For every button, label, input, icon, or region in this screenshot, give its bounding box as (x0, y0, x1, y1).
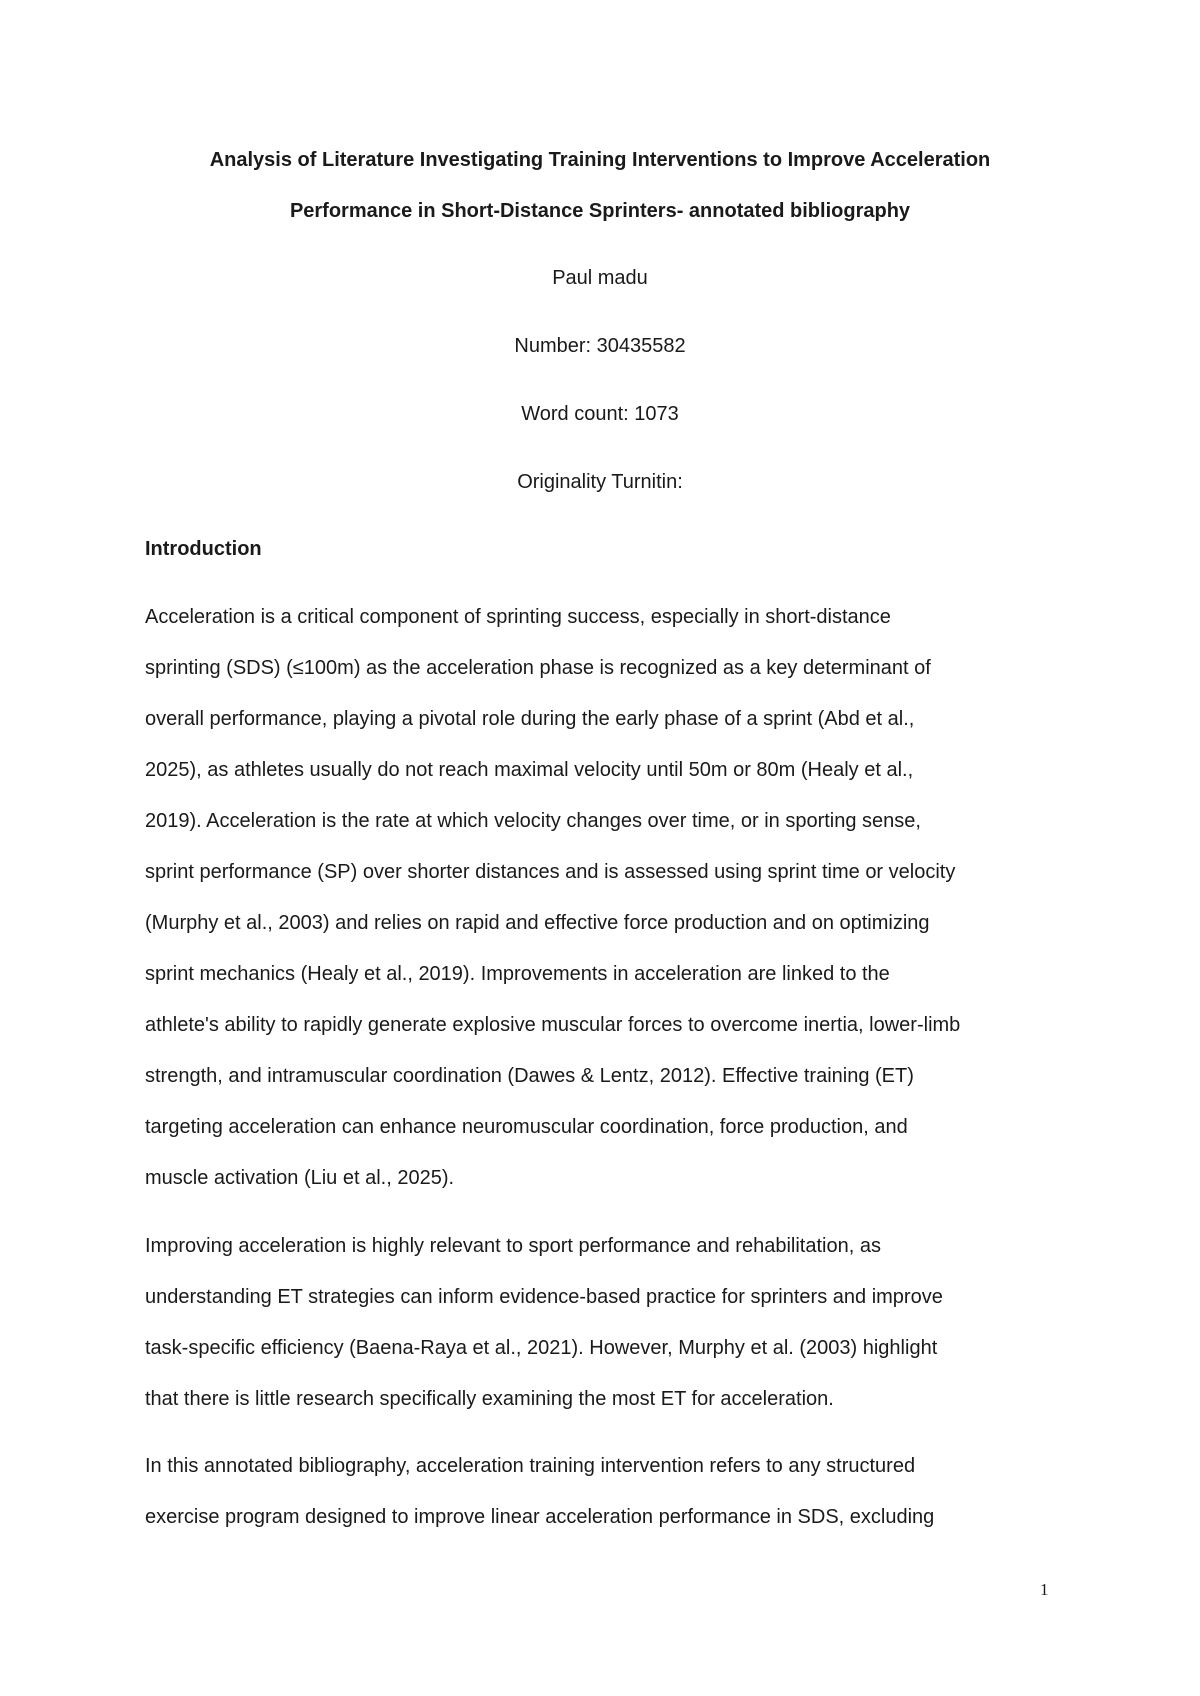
paragraph-line: Improving acceleration is highly relevant to sport performance and rehabilitation, as (145, 1235, 881, 1257)
paragraph-line: (Murphy et al., 2003) and relies on rapid and effective force production and on optimizing (145, 912, 930, 934)
paragraph-line: overall performance, playing a pivotal role during the early phase of a sprint (Abd et al., (145, 708, 915, 730)
word-count: Word count: 1073 (521, 403, 679, 425)
paragraph-line: sprint mechanics (Healy et al., 2019). Improvements in acceleration are linked to the (145, 963, 890, 985)
paragraph-line: 2019). Acceleration is the rate at which velocity changes over time, or in sporting sense, (145, 810, 921, 832)
paragraph-line: sprint performance (SP) over shorter distances and is assessed using sprint time or velocity (145, 861, 956, 883)
paragraph-line: athlete's ability to rapidly generate explosive muscular forces to overcome inertia, lower-limb (145, 1014, 961, 1036)
paragraph-line: In this annotated bibliography, acceleration training intervention refers to any structured (145, 1455, 916, 1477)
paragraph-line: Acceleration is a critical component of sprinting success, especially in short-distance (145, 606, 891, 628)
document-title-line-1: Analysis of Literature Investigating Training Interventions to Improve Acceleration (209, 149, 991, 171)
originality-turnitin: Originality Turnitin: (517, 471, 683, 493)
paragraph-line: muscle activation (Liu et al., 2025). (145, 1167, 455, 1189)
paragraph-line: understanding ET strategies can inform evidence-based practice for sprinters and improve (145, 1286, 943, 1308)
paragraph-line: targeting acceleration can enhance neuromuscular coordination, force production, and (145, 1116, 908, 1138)
paragraph-line: sprinting (SDS) (≤100m) as the acceleration phase is recognized as a key determinant of (145, 657, 931, 679)
paragraph-line: that there is little research specifically examining the most ET for acceleration. (145, 1388, 834, 1410)
paragraph-line: 2025), as athletes usually do not reach maximal velocity until 50m or 80m (Healy et al., (145, 759, 914, 781)
paragraph-line: task-specific efficiency (Baena-Raya et al., 2021). However, Murphy et al. (2003) highlight (145, 1337, 938, 1359)
document-title-line-2: Performance in Short-Distance Sprinters- annotated bibliography (289, 200, 911, 222)
author-name: Paul madu (552, 267, 648, 289)
page-number: 1 (1040, 1580, 1049, 1599)
section-heading-introduction: Introduction (145, 538, 262, 560)
paragraph-line: strength, and intramuscular coordination (Dawes & Lentz, 2012). Effective training (ET) (145, 1065, 914, 1087)
paragraph-line: exercise program designed to improve linear acceleration performance in SDS, excluding (145, 1506, 935, 1528)
student-number: Number: 30435582 (514, 335, 686, 357)
